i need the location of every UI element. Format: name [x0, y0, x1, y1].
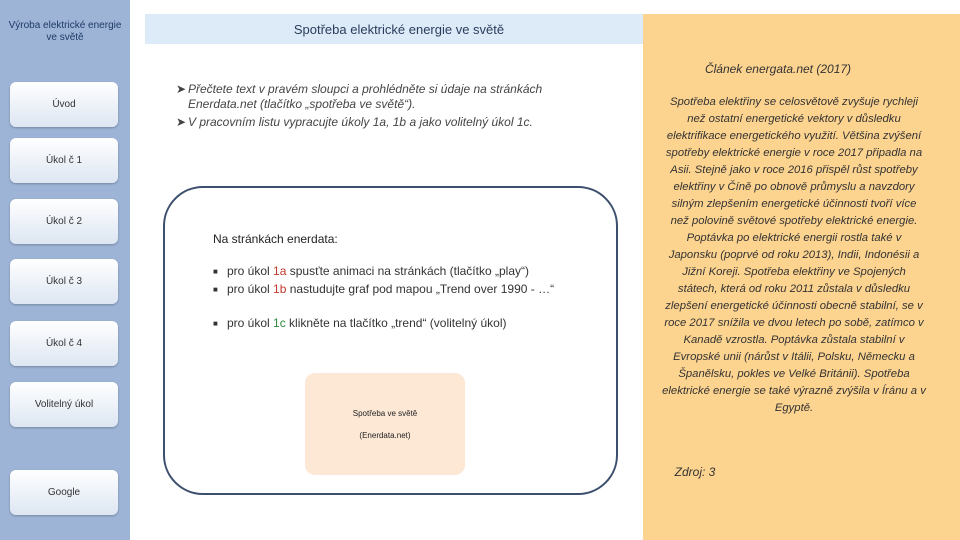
arrow-bullet-icon: ➤	[176, 82, 187, 96]
nav-button-ukol-2[interactable]: Úkol č 2	[10, 199, 118, 244]
bullet-text: spusťte animaci na stránkách (tlačítko „play“)	[286, 264, 529, 278]
instruction-text: Přečtete text v pravém sloupci a prohlédněte si údaje na stránkách Enerdata.net (tlačítko „spotřeba ve světě“).	[188, 82, 543, 111]
task-bullet-1c	[213, 316, 506, 330]
article-source: Zdroj: 3	[674, 465, 716, 479]
panel-heading: Na stránkách enerdata:	[213, 232, 338, 246]
video-box-source: (Enerdata.net)	[359, 431, 411, 440]
nav-button-ukol-3[interactable]: Úkol č 3	[10, 259, 118, 304]
instruction-item	[176, 115, 606, 130]
task-code-1b: 1b	[273, 282, 287, 296]
nav-button-ukol-1[interactable]: Úkol č 1	[10, 138, 118, 183]
article-title: Článek energata.net (2017)	[704, 62, 852, 76]
instruction-text: V pracovním listu vypracujte úkoly 1a, 1b a jako volitelný úkol 1c.	[188, 115, 533, 129]
task-bullet-1a	[213, 264, 529, 278]
bullet-prefix: pro úkol	[227, 316, 274, 330]
page-title-bar	[145, 14, 653, 44]
video-box-label: Spotřeba ve světě	[352, 409, 418, 418]
task-code-1a: 1a	[273, 264, 287, 278]
bullet-text: nastudujte graf pod mapou „Trend over 1990 - …“	[286, 282, 555, 296]
sidebar-title: Výroba elektrické energie ve světě	[8, 20, 122, 43]
task-code-1c: 1c	[273, 316, 286, 330]
bullet-dot-icon: ■	[213, 267, 218, 277]
nav-button-volitelny-ukol[interactable]: Volitelný úkol	[10, 382, 118, 427]
page-title: Spotřeba elektrické energie ve světě	[293, 21, 505, 37]
bullet-dot-icon: ■	[213, 285, 218, 295]
instruction-item	[176, 82, 606, 112]
instructions	[176, 82, 606, 133]
bullet-dot-icon: ■	[213, 319, 218, 329]
nav-button-uvod[interactable]: Úvod	[10, 82, 118, 127]
nav-button-ukol-4[interactable]: Úkol č 4	[10, 321, 118, 366]
arrow-bullet-icon: ➤	[176, 115, 187, 129]
enerdata-panel	[163, 186, 618, 495]
nav-button-google[interactable]: Google	[10, 470, 118, 515]
article-body: Spotřeba elektřiny se celosvětově zvyšuje rychleji než ostatní energetické vektory v důsledku elektrifikace energetického využití. Většina zvýšení spotřeby elektrické energie v roce 2017 připadla na Asii. Stejně jako v roce 2016 přispěl růst spotřeby elektřiny v Číně po obnově průmyslu a navzdory silným zlepšením energetické účinnosti tvoří více než polovině světové spotřeby elektrické energie. Poptávka po elektrické energii rostla také v Japonsku (poprvé od roku 2013), Indii, Indonésii a Jižní Koreji. Spotřeba elektřiny ve Spojených státech, která od roku 2011 zůstala v důsledku zlepšení energetické účinnosti obecně stabilní, se v roce 2017 snížila ve dvou letech po sobě, zatímco v Kanadě vzrostla. Poptávka zůstala stabilní v Evropské unii (nárůst v Itálii, Polsku, Německu a Španělsku, pokles ve Velké Británii). Spotřeba elektrické energie se také výrazně zvýšila v Íránu a v Egyptě.	[662, 96, 926, 414]
bullet-prefix: pro úkol	[227, 282, 274, 296]
enerdata-link-box[interactable]	[305, 373, 465, 475]
bullet-prefix: pro úkol	[227, 264, 274, 278]
task-bullet-1b	[213, 282, 554, 296]
sidebar	[0, 0, 130, 540]
bullet-text: klikněte na tlačítko „trend“ (volitelný úkol)	[285, 316, 507, 330]
